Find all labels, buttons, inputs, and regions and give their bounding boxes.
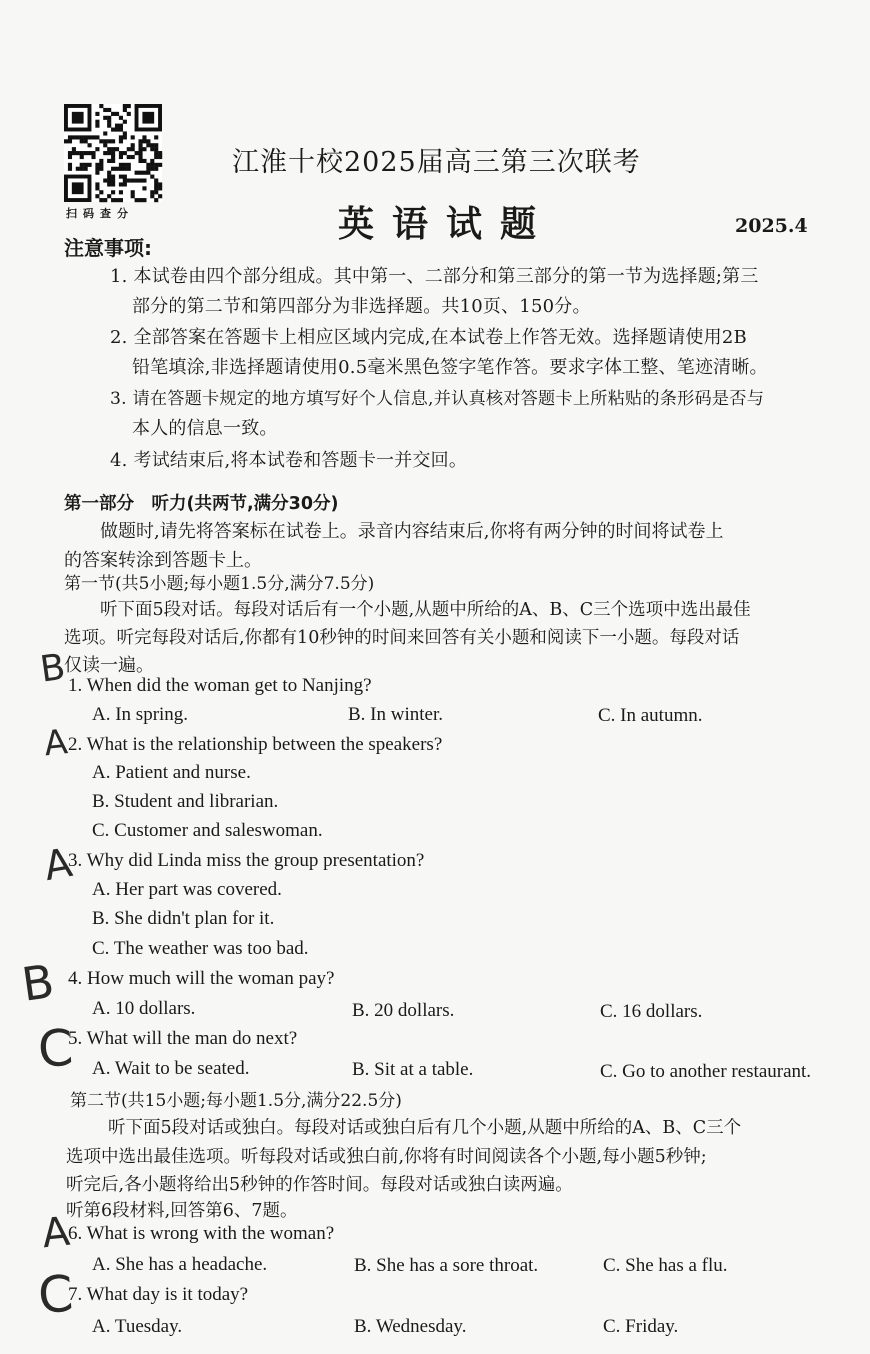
part1-intro: 做题时,请先将答案标在试卷上。录音内容结束后,你将有两分钟的时间将试卷上 <box>100 521 724 542</box>
section1-instructions: 仅读一遍。 <box>64 655 154 676</box>
section2-heading: 第二节(共15小题;每小题1.5分,满分22.5分) <box>70 1091 402 1111</box>
svg-text:C: C <box>36 1018 75 1079</box>
part1-heading: 第一部分 听力(共两节,满分30分) <box>64 494 339 514</box>
svg-text:A: A <box>40 839 76 891</box>
question-stem: 3. Why did Linda miss the group presentation? <box>68 850 425 871</box>
notice-line: 3. 请在答题卡规定的地方填写好个人信息,并认真核对答题卡上所粘贴的条形码是否与 <box>110 389 765 409</box>
option-b: B. She has a sore throat. <box>354 1255 539 1276</box>
question-stem: 7. What day is it today? <box>68 1284 249 1305</box>
handwritten-mark-q7 <box>36 1262 76 1325</box>
svg-text:B: B <box>18 953 58 1012</box>
option-a: A. In spring. <box>92 704 189 725</box>
option-c: C. Friday. <box>603 1316 679 1337</box>
option-a: A. Tuesday. <box>92 1316 183 1337</box>
option-a: A. 10 dollars. <box>92 998 196 1019</box>
qr-code <box>64 104 162 202</box>
notice-line: 2. 全部答案在答题卡上相应区域内完成,在本试卷上作答无效。选择题请使用2B <box>110 327 747 348</box>
section2-instructions: 听完后,各小题将给出5秒钟的作答时间。每段对话或独白读两遍。 <box>66 1175 573 1195</box>
exam-date: 2025.4 <box>735 215 808 237</box>
exam-title: 江淮十校2025届高三第三次联考 <box>232 147 641 178</box>
subject-title: 英语试题 <box>338 203 555 245</box>
option-b: B. In winter. <box>348 704 443 725</box>
option-b: B. Wednesday. <box>354 1316 467 1337</box>
section1-heading: 第一节(共5小题;每小题1.5分,满分7.5分) <box>64 574 375 594</box>
handwritten-mark-q2 <box>42 722 74 765</box>
handwritten-mark-q4 <box>20 952 68 1010</box>
question-stem: 4. How much will the woman pay? <box>68 968 335 989</box>
option-a: A. Patient and nurse. <box>92 762 251 783</box>
notice-heading: 注意事项: <box>64 236 152 260</box>
question-stem: 1. When did the woman get to Nanjing? <box>68 675 372 696</box>
notice-line: 4. 考试结束后,将本试卷和答题卡一并交回。 <box>110 450 468 471</box>
notice-line: 本人的信息一致。 <box>132 418 278 439</box>
qr-caption: 扫码查分 <box>66 207 134 220</box>
svg-text:B: B <box>37 646 68 691</box>
option-b: B. Student and librarian. <box>92 791 279 812</box>
option-b: B. 20 dollars. <box>352 1000 455 1021</box>
svg-text:A: A <box>39 1208 72 1258</box>
question-stem: 5. What will the man do next? <box>68 1028 298 1049</box>
option-c: C. Go to another restaurant. <box>600 1061 812 1082</box>
handwritten-mark-q6 <box>40 1206 72 1256</box>
option-b: B. Sit at a table. <box>352 1059 474 1080</box>
notice-line: 铅笔填涂,非选择题请使用0.5毫米黑色签字笔作答。要求字体工整、笔迹清晰。 <box>132 357 768 378</box>
option-c: C. In autumn. <box>598 705 703 726</box>
option-b: B. She didn't plan for it. <box>92 908 275 929</box>
option-c: C. Customer and saleswoman. <box>92 820 323 841</box>
material-heading: 听第6段材料,回答第6、7题。 <box>66 1201 298 1221</box>
option-a: A. She has a headache. <box>92 1254 268 1275</box>
svg-text:A: A <box>42 722 70 765</box>
option-c: C. The weather was too bad. <box>92 938 309 959</box>
handwritten-mark-q5 <box>36 1018 75 1079</box>
option-c: C. 16 dollars. <box>600 1001 703 1022</box>
option-a: A. Wait to be seated. <box>92 1058 250 1079</box>
section2-instructions: 听下面5段对话或独白。每段对话或独白后有几个小题,从题中所给的A、B、C三个 <box>108 1118 742 1138</box>
question-stem: 6. What is wrong with the woman? <box>68 1223 335 1244</box>
option-c: C. She has a flu. <box>603 1255 728 1276</box>
question-stem: 2. What is the relationship between the speakers? <box>68 734 443 755</box>
option-a: A. Her part was covered. <box>92 879 282 900</box>
section1-instructions: 听下面5段对话。每段对话后有一个小题,从题中所给的A、B、C三个选项中选出最佳 <box>100 600 751 620</box>
handwritten-mark-q1 <box>37 646 70 691</box>
notice-line: 部分的第二节和第四部分为非选择题。共10页、150分。 <box>132 296 591 317</box>
section2-instructions: 选项中选出最佳选项。听每段对话或独白前,你将有时间阅读各个小题,每小题5秒钟; <box>66 1147 707 1167</box>
notice-line: 1. 本试卷由四个部分组成。其中第一、二部分和第三部分的第一节为选择题;第三 <box>110 266 759 287</box>
handwritten-mark-q3 <box>40 838 76 891</box>
svg-text:C: C <box>36 1264 76 1325</box>
part1-intro: 的答案转涂到答题卡上。 <box>64 550 262 571</box>
section1-instructions: 选项。听完每段对话后,你都有10秒钟的时间来回答有关小题和阅读下一小题。每段对话 <box>64 628 740 648</box>
